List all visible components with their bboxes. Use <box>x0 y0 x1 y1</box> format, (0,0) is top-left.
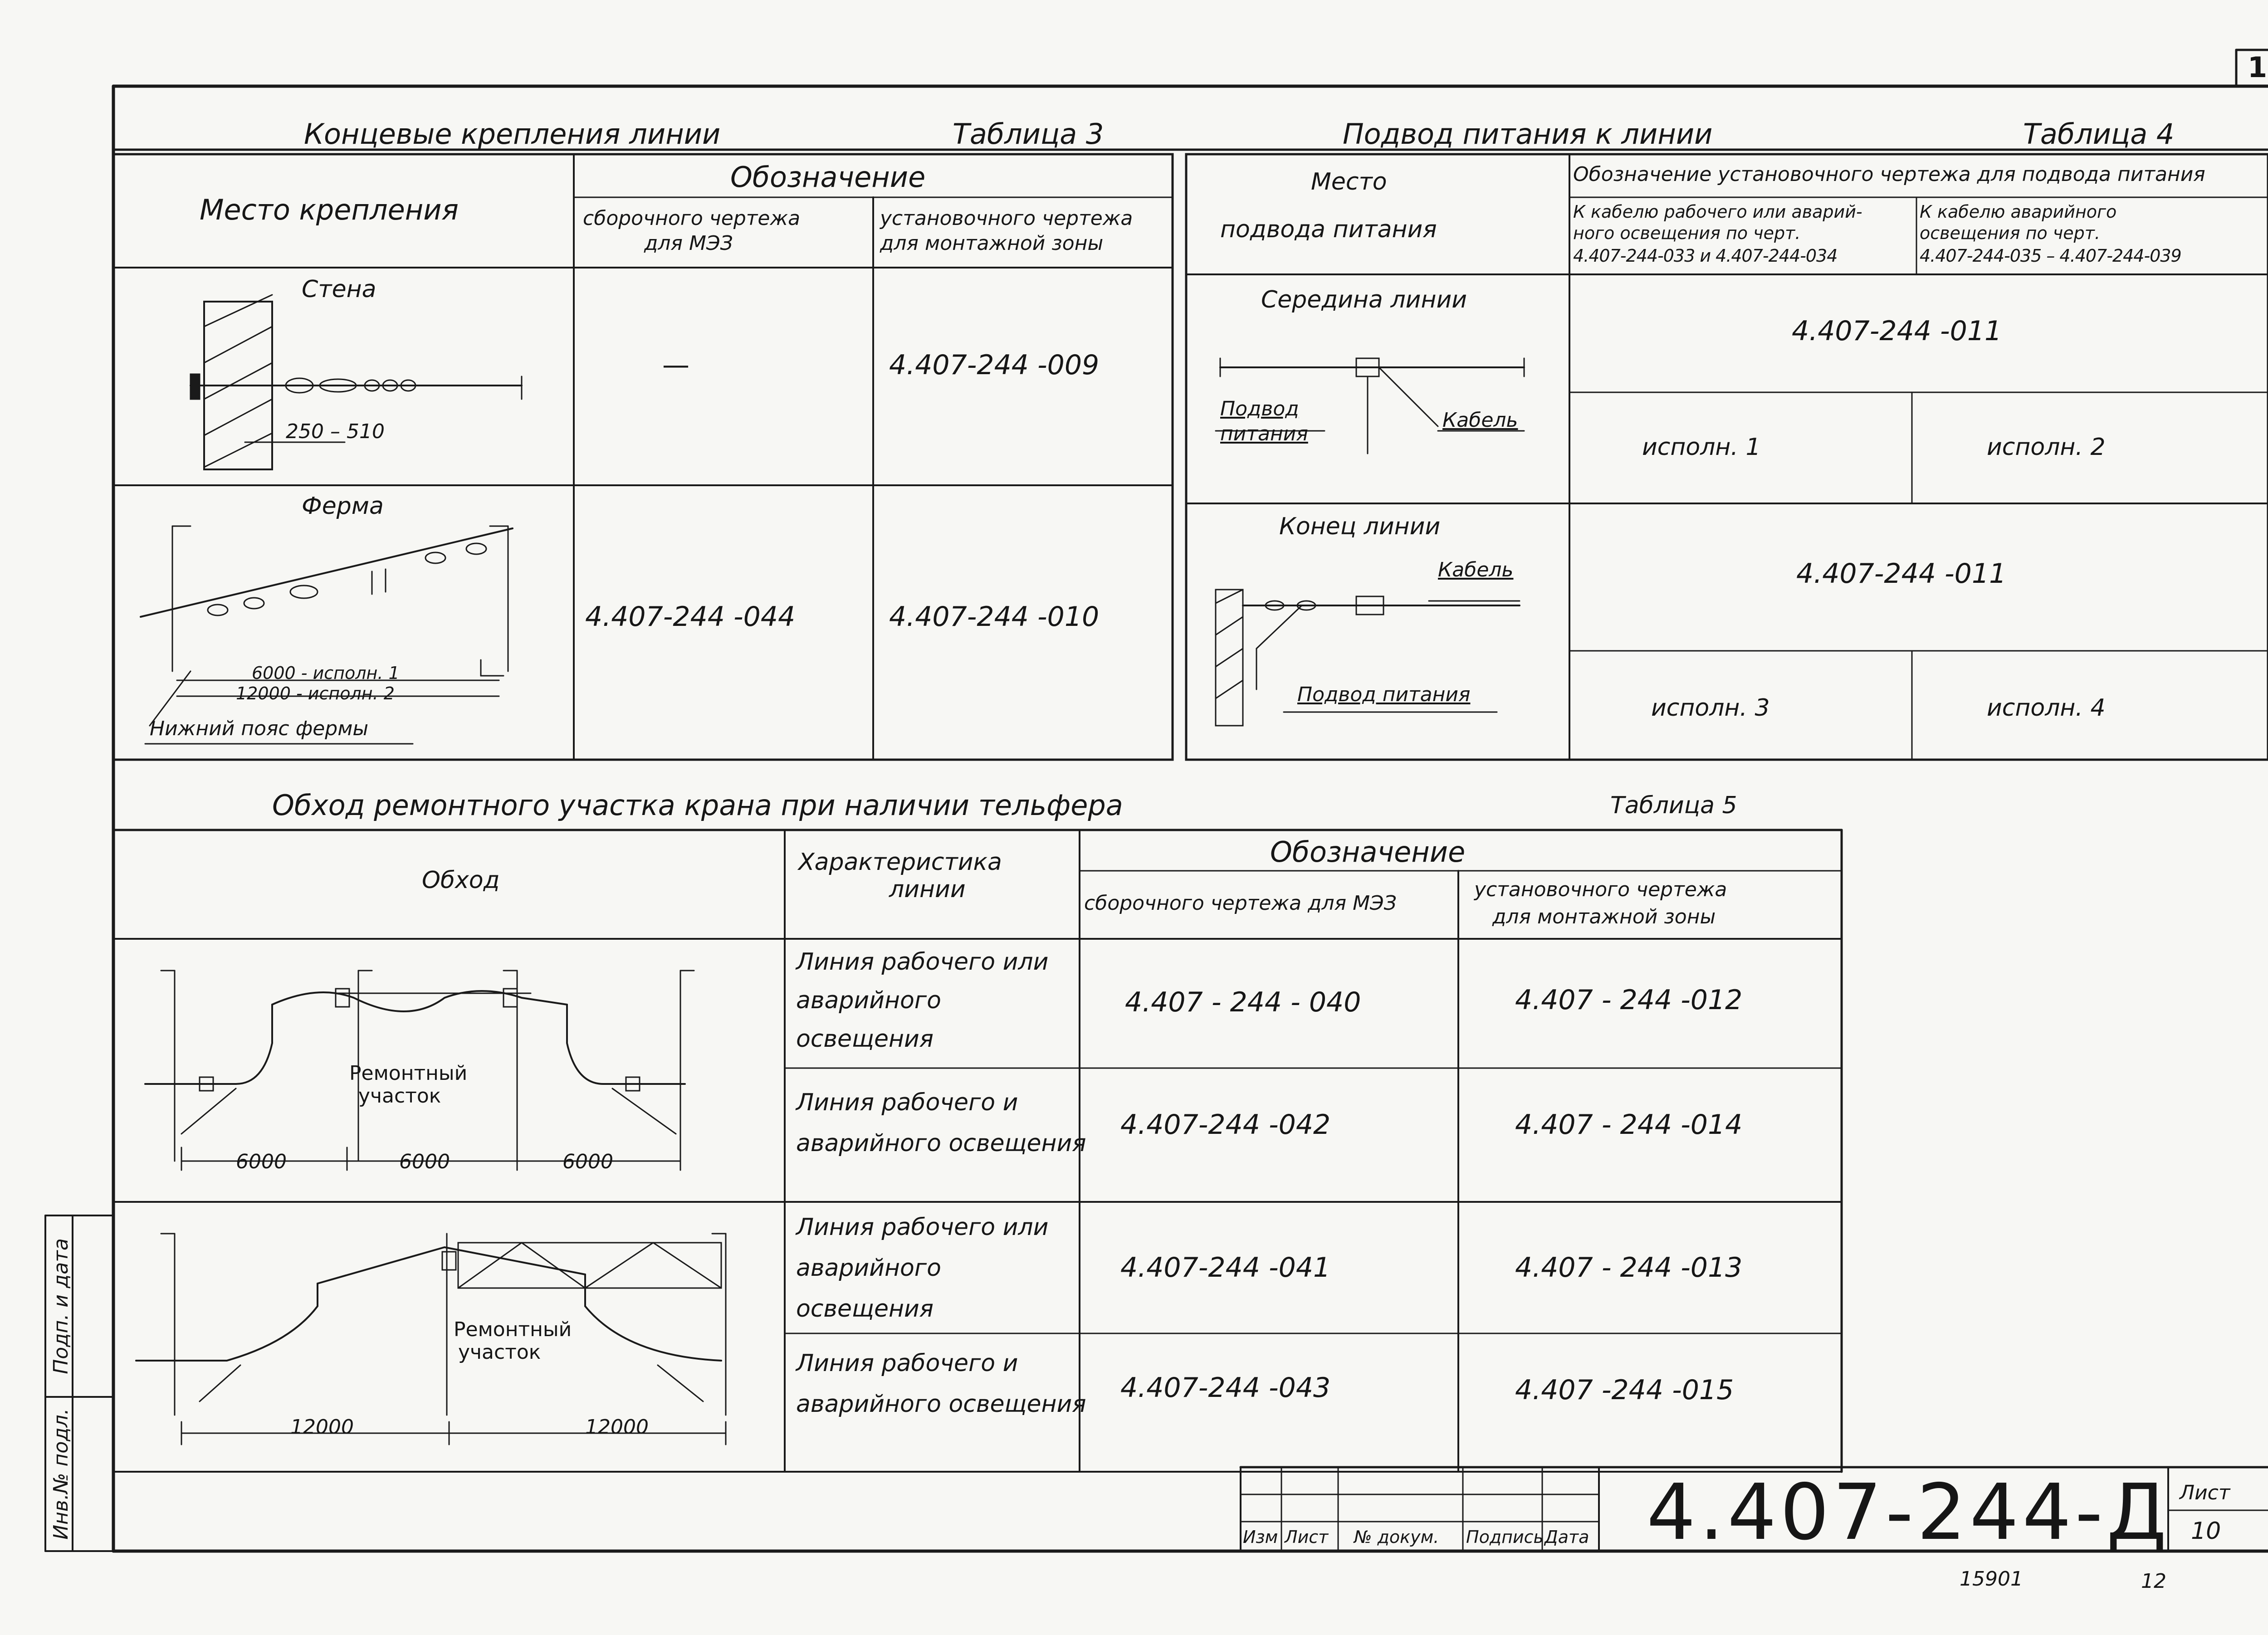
sheet-number: 10 <box>2191 1518 2221 1545</box>
table4-row1-var-a: исполн. 1 <box>1642 434 1761 461</box>
table5-col-install-2: для монтажной зоны <box>1492 905 1716 928</box>
table4-col-a-2: ного освещения по черт. <box>1573 223 1801 243</box>
table3-col-install-2: для монтажной зоны <box>880 232 1104 255</box>
table3-row2-place: Ферма <box>302 493 384 520</box>
tb-sign: Подпись <box>1466 1527 1544 1547</box>
tb-list: Лист <box>1285 1527 1329 1547</box>
table5-row4-assembly: 4.407-244 -043 <box>1120 1372 1331 1404</box>
table4-row1-feed-2: питания <box>1220 422 1308 445</box>
table4-col-a-3: 4.407-244-033 и 4.407-244-034 <box>1573 246 1838 266</box>
table5-row4-char-1: Линия рабочего и <box>796 1350 1018 1377</box>
table3-row2-install: 4.407-244 -010 <box>889 601 1100 633</box>
table4-col-b-1: К кабелю аварийного <box>1920 202 2117 222</box>
table3-title: Концевые крепления линии <box>304 117 721 151</box>
table3-row1-install: 4.407-244 -009 <box>889 349 1100 381</box>
table4-row2-code: 4.407-244 -011 <box>1796 558 2007 590</box>
wall-mount-sketch <box>191 295 522 469</box>
table4-row2-feed: Подвод питания <box>1297 683 1471 706</box>
table3-row1-assembly: — <box>662 349 689 381</box>
table4-col-designation: Обозначение установочного чертежа для подвода питания <box>1573 163 2205 186</box>
table5-row3-assembly: 4.407-244 -041 <box>1120 1252 1331 1284</box>
table4-col-b-2: освещения по черт. <box>1920 223 2100 243</box>
table5-row1-install: 4.407 - 244 -012 <box>1515 984 1743 1016</box>
table5-title: Обход ремонтного участка крана при наличии тельфера <box>272 789 1123 822</box>
table3-row2-dim1: 6000 - исполн. 1 <box>252 663 400 683</box>
table5-row3-char-3: освещения <box>796 1295 934 1323</box>
table5-col-designation: Обозначение <box>1270 835 1466 869</box>
sheet-label: Лист <box>2180 1481 2230 1504</box>
stamp-page: 12 <box>2141 1570 2166 1593</box>
diagram2-dim-1: 12000 <box>290 1415 354 1439</box>
table5-row1-char-1: Линия рабочего или <box>796 948 1049 976</box>
table4-row1-code: 4.407-244 -011 <box>1792 315 2002 347</box>
table4-row1-feed-1: Подвод <box>1220 397 1299 420</box>
diagram2-dim-2: 12000 <box>585 1415 649 1439</box>
table3-col-designation: Обозначение <box>730 161 926 194</box>
table3-row2-note: Нижний пояс фермы <box>150 717 369 740</box>
table4-row2-place: Конец линии <box>1279 513 1441 540</box>
table4-row1-place: Середина линии <box>1261 286 1467 313</box>
side-label-sign: Подп. и дата <box>49 1238 73 1374</box>
table5-row3-char-2: аварийного <box>796 1254 941 1282</box>
table4-row2-cable: Кабель <box>1438 558 1514 581</box>
table4-col-place-1: Место <box>1311 168 1387 195</box>
table5-row1-assembly: 4.407 - 244 - 040 <box>1125 986 1361 1018</box>
stamp-number: 15901 <box>1960 1567 2023 1591</box>
table5-row3-char-1: Линия рабочего или <box>796 1214 1049 1241</box>
bypass-sketch-2 <box>136 1234 726 1445</box>
table4-row1-var-b: исполн. 2 <box>1987 434 2106 461</box>
table5-col-bypass: Обход <box>422 867 500 894</box>
truss-mount-sketch <box>141 526 513 744</box>
table4-row1-cable: Кабель <box>1442 409 1518 432</box>
table3-label: Таблица 3 <box>953 117 1104 151</box>
table3-row2-assembly: 4.407-244 -044 <box>585 601 796 633</box>
table3-col-assembly-1: сборочного чертежа <box>583 207 801 230</box>
diagram1-dim-2: 6000 <box>399 1150 450 1173</box>
diagram1-dim-3: 6000 <box>562 1150 613 1173</box>
table4-col-a-1: К кабелю рабочего или аварий- <box>1573 202 1862 222</box>
diagram2-label-2: участок <box>458 1341 541 1364</box>
table5-row4-install: 4.407 -244 -015 <box>1515 1374 1734 1406</box>
doc-code: 4.407-244-Д <box>1647 1468 2170 1557</box>
table5-row1-char-3: освещения <box>796 1025 934 1053</box>
table5-label: Таблица 5 <box>1610 792 1737 819</box>
table4-col-place-2: подвода питания <box>1220 216 1437 243</box>
table4-row2-var-a: исполн. 3 <box>1651 694 1770 722</box>
table5-row2-char-2: аварийного освещения <box>796 1130 1086 1157</box>
table4-col-b-3: 4.407-244-035 – 4.407-244-039 <box>1920 246 2181 266</box>
table5-col-char-1: Характеристика <box>798 849 1002 876</box>
table3-col-assembly-2: для МЭЗ <box>644 232 733 255</box>
table5-row4-char-2: аварийного освещения <box>796 1391 1086 1418</box>
table5-col-char-2: линии <box>889 876 966 903</box>
tb-date: Дата <box>1545 1527 1589 1547</box>
table3-col-install-1: установочного чертежа <box>880 207 1133 230</box>
tb-izm: Изм <box>1243 1527 1278 1547</box>
table3-row1-place: Стена <box>302 276 376 303</box>
side-label-inv: Инв.№ подл. <box>49 1408 73 1540</box>
diagram1-dim-1: 6000 <box>236 1150 287 1173</box>
table5-row2-install: 4.407 - 244 -014 <box>1515 1109 1743 1141</box>
table5-row3-install: 4.407 - 244 -013 <box>1515 1252 1743 1284</box>
table5-row1-char-2: аварийного <box>796 987 941 1014</box>
table5-col-assembly: сборочного чертежа для МЭЗ <box>1084 892 1397 915</box>
table5-col-install-1: установочного чертежа <box>1474 878 1727 901</box>
table4-title: Подвод питания к линии <box>1343 117 1713 151</box>
diagram1-label-1: Ремонтный <box>349 1062 468 1085</box>
table3-col-place: Место крепления <box>200 193 459 226</box>
corner-mark: 1 <box>2248 51 2268 84</box>
table4-row2-var-b: исполн. 4 <box>1987 694 2106 722</box>
table5-row2-assembly: 4.407-244 -042 <box>1120 1109 1331 1141</box>
table5-row2-char-1: Линия рабочего и <box>796 1089 1018 1116</box>
diagram2-label-1: Ремонтный <box>454 1318 572 1341</box>
table4-label: Таблица 4 <box>2023 117 2175 151</box>
table3-row1-dim: 250 – 510 <box>286 420 385 443</box>
tb-doc: № докум. <box>1354 1527 1439 1547</box>
table3-row2-dim2: 12000 - исполн. 2 <box>236 683 395 703</box>
diagram1-label-2: участок <box>358 1084 441 1108</box>
